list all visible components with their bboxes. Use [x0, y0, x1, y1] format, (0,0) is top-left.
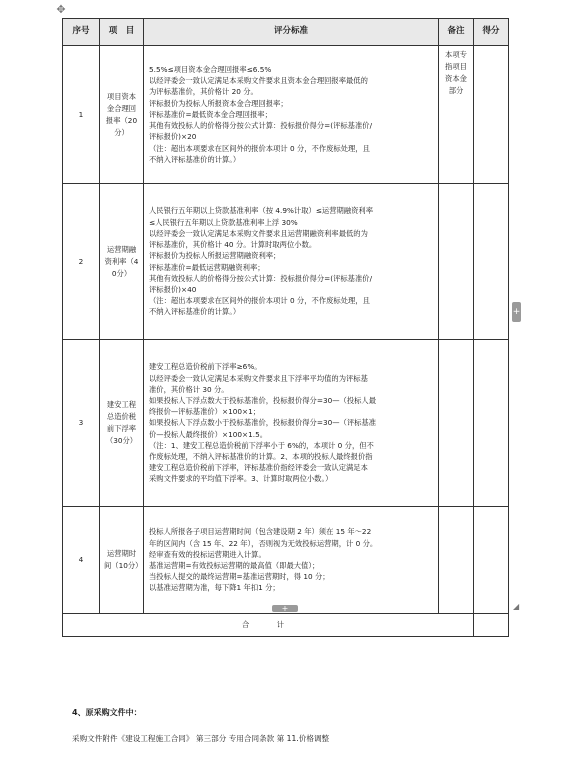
row-number: 3 — [63, 340, 100, 507]
criteria-line: 评标报价)×20 — [149, 132, 197, 142]
header-criteria: 评分标准 — [144, 19, 439, 46]
criteria-line: 建安工程总造价税前下浮率，评标基准价指经评委会一致认定满足本 — [149, 463, 368, 473]
criteria-line: 如果投标人下浮点数大于投标基准价，投标报价得分=30—（投标人最 — [149, 395, 377, 405]
criteria-line: 不纳入评标基准价的计算。） — [149, 154, 241, 164]
criteria-line: 评标基准价=最低运营期融资利率； — [149, 262, 265, 272]
add-column-plus-icon[interactable]: + — [512, 302, 521, 322]
criteria-line: 评标报价为投标人所报运营期融资利率； — [149, 251, 281, 261]
criteria-line: 评标报价为投标人所报资本金合理回报率； — [149, 98, 288, 108]
criteria-line: （注：1、建安工程总造价税前下浮率小于 6%的，本项计 0 分，但不 — [149, 440, 374, 450]
header-no: 序号 — [63, 19, 100, 46]
table-total-row — [63, 614, 509, 637]
criteria-line: 经审查有效的投标运营期进入计算。 — [149, 549, 266, 559]
row-item: 建安工程总造价税前下浮率（30分） — [100, 340, 144, 507]
section-heading: 4、原采购文件中： — [72, 708, 142, 717]
scoring-table — [62, 18, 509, 637]
criteria-line: 其他有效投标人的价格得分按公式计算：投标报价得分=(评标基准价/ — [149, 273, 373, 283]
criteria-line: 为评标基准价，其价格计 20 分。 — [149, 87, 258, 97]
row-note — [439, 340, 474, 507]
row-number: 4 — [63, 507, 100, 614]
table-row — [63, 340, 509, 507]
criteria-line: 不纳入评标基准价的计算。） — [149, 307, 241, 317]
criteria-line: 以经评委会一致认定满足本采购文件要求且下浮率平均值的为评标基 — [149, 373, 368, 383]
criteria-line: （注：超出本项要求在区间外的报价本项计 0 分，不作废标处理，且 — [149, 296, 370, 306]
criteria-line: ≤人民银行五年期以上贷款基准利率上浮 30% — [149, 217, 298, 227]
row-criteria — [144, 340, 439, 507]
row-criteria — [144, 507, 439, 614]
row-score[interactable] — [474, 340, 509, 507]
row-item: 运营期融资利率（40分） — [100, 184, 144, 340]
row-number: 1 — [63, 46, 100, 184]
criteria-line: 评标基准价=最低资本金合理回报率； — [149, 109, 272, 119]
header-note: 备注 — [439, 19, 474, 46]
criteria-line: （注：超出本项要求在区间外的报价本项计 0 分，不作废标处理，且 — [149, 143, 370, 153]
criteria-line: 投标人所报各子项目运营期时间（包含建设期 2 年）须在 15 年～22 — [149, 527, 372, 537]
row-number: 2 — [63, 184, 100, 340]
criteria-line: 终报价—评标基准价）×100×1； — [149, 407, 261, 417]
table-move-handle-icon[interactable]: ✥ — [56, 3, 66, 16]
criteria-line: 年的区间内（含 15 年、22 年），否则视为无效投标运营期，计 0 分。 — [149, 538, 378, 548]
criteria-line: 以经评委会一致认定满足本采购文件要求且资本金合理回报率最低的 — [149, 76, 368, 86]
criteria-line: 以基准运营期为准，每下降1 年扣1 分； — [149, 583, 280, 593]
row-note — [439, 507, 474, 614]
table-row — [63, 46, 509, 184]
table-row — [63, 507, 509, 614]
criteria-line: 如果投标人下浮点数小于投标基准价，投标报价得分=30—（评标基准 — [149, 418, 377, 428]
total-label: 合 计 — [63, 614, 474, 637]
criteria-line: 价—投标人最终报价）×100×1.5。 — [149, 429, 268, 439]
add-row-plus-icon[interactable]: + — [272, 605, 298, 612]
criteria-line: 其他有效投标人的价格得分按公式计算：投标报价得分=(评标基准价/ — [149, 121, 373, 131]
criteria-line: 以经评委会一致认定满足本采购文件要求且运营期融资利率最低的为 — [149, 228, 368, 238]
table-header-row — [63, 19, 509, 46]
header-item: 项 目 — [100, 19, 144, 46]
table-row — [63, 184, 509, 340]
criteria-line: 采购文件要求的平均值下浮率。3、计算时取两位小数。） — [149, 474, 333, 484]
row-criteria — [144, 46, 439, 184]
row-item: 项目资本金合理回报率（20分） — [100, 46, 144, 184]
criteria-line: 作废标处理，不纳入评标基准价的计算。2、本项的投标人最终报价指 — [149, 452, 373, 461]
header-score: 得分 — [474, 19, 509, 46]
criteria-line: 人民银行五年期以上贷款基准利率（按 4.9%计取）≤运营期融资利率 — [149, 206, 373, 216]
section-text: 采购文件附件《建设工程施工合同》 第三部分 专用合同条款 第 11.价格调整 — [72, 734, 330, 743]
criteria-line: 评标报价)×40 — [149, 284, 197, 294]
row-score[interactable] — [474, 507, 509, 614]
row-note: 本项专指项目资本金部分 — [439, 46, 474, 184]
criteria-line: 评标基准价，其价格计 40 分。计算时取两位小数。 — [149, 240, 317, 250]
row-item: 运营期时间（10分） — [100, 507, 144, 614]
row-note — [439, 184, 474, 340]
criteria-line: 建安工程总造价税前下浮率≥6%。 — [149, 362, 262, 372]
criteria-line: 5.5%≤项目资本金合理回报率≤6.5% — [149, 65, 272, 75]
resize-corner-icon[interactable]: ◢ — [513, 602, 520, 611]
criteria-line: 基准运营期=有效投标运营期的最高值（即最大值）； — [149, 561, 320, 570]
row-score[interactable] — [474, 184, 509, 340]
criteria-line: 准价，其价格计 30 分。 — [149, 384, 229, 394]
total-score[interactable] — [474, 614, 509, 637]
criteria-line: 当投标人提交的最终运营期=基准运营期时，得 10 分； — [149, 572, 330, 582]
row-criteria — [144, 184, 439, 340]
row-score[interactable] — [474, 46, 509, 184]
